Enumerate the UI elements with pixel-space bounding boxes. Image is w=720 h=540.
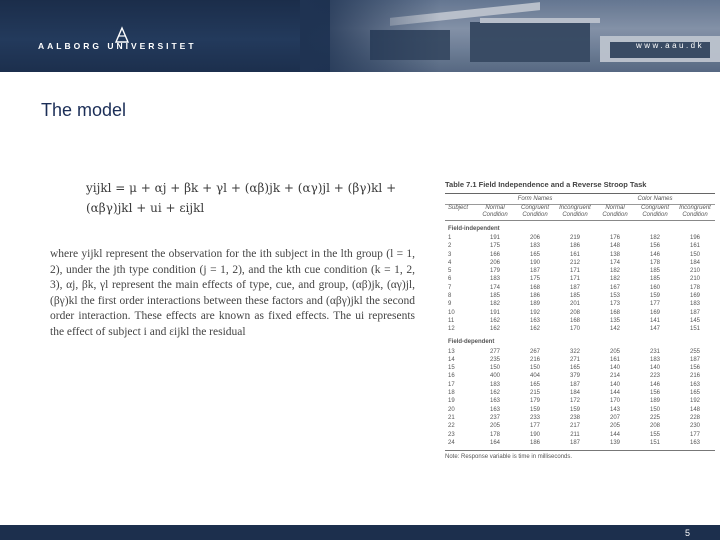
time-cell: 173 <box>609 301 620 308</box>
slide-title: The model <box>41 100 127 120</box>
time-cell: 162 <box>529 326 540 333</box>
time-cell: 169 <box>689 293 700 300</box>
subject-cell: 14 <box>448 356 455 363</box>
subject-cell: 15 <box>448 365 455 372</box>
time-cell: 138 <box>609 251 620 258</box>
time-cell: 145 <box>689 317 700 324</box>
subject-cell: 21 <box>448 414 455 421</box>
column-header: Congruent Condition <box>515 204 555 220</box>
subject-cell: 4 <box>448 259 452 266</box>
formula-line-2: (αβγ)jkl + ui + εijkl <box>86 201 205 215</box>
subject-cell: 11 <box>448 317 455 324</box>
time-cell: 191 <box>489 235 500 241</box>
time-cell: 208 <box>569 309 580 316</box>
time-cell: 162 <box>489 326 500 333</box>
time-cell: 208 <box>649 423 660 430</box>
time-cell: 235 <box>489 356 500 363</box>
time-cell: 267 <box>529 348 540 355</box>
time-cell: 163 <box>689 381 700 388</box>
time-cell: 225 <box>649 414 660 421</box>
table-row <box>445 431 715 439</box>
university-name: AALBORG UNIVERSITET <box>38 41 197 51</box>
time-cell: 230 <box>689 423 700 430</box>
time-cell: 178 <box>489 431 500 438</box>
subject-cell: 22 <box>448 423 455 430</box>
table-row <box>445 348 715 356</box>
time-cell: 159 <box>529 406 540 413</box>
subject-cell: 8 <box>448 293 452 300</box>
table-row <box>445 300 715 308</box>
subject-cell: 17 <box>448 381 455 388</box>
time-cell: 177 <box>529 423 540 430</box>
table-row <box>445 242 715 250</box>
time-cell: 196 <box>689 235 700 241</box>
table-row <box>445 284 715 292</box>
time-cell: 163 <box>689 439 700 446</box>
formula-line-1: yijkl = μ + αj + βk + γl + (αβ)jk + (αγ)jl + (βγ)kl + <box>86 181 397 195</box>
time-cell: 160 <box>649 284 660 291</box>
time-cell: 144 <box>609 431 620 438</box>
time-cell: 150 <box>489 365 500 372</box>
column-header: Congruent Condition <box>635 204 675 220</box>
table-row <box>445 234 715 242</box>
time-cell: 228 <box>689 414 700 421</box>
time-cell: 161 <box>609 356 620 363</box>
time-cell: 192 <box>689 398 700 405</box>
table-row <box>445 389 715 397</box>
time-cell: 186 <box>529 293 540 300</box>
subject-cell: 12 <box>448 326 455 333</box>
time-cell: 143 <box>609 406 620 413</box>
subject-cell: 13 <box>448 348 455 355</box>
time-cell: 162 <box>489 317 500 324</box>
table-row <box>445 422 715 430</box>
group-header-form: Form Names <box>475 194 595 204</box>
time-cell: 175 <box>529 276 540 283</box>
subject-cell: 24 <box>448 439 455 446</box>
time-cell: 144 <box>609 390 620 397</box>
table-note: Note: Response variable is time in milliseconds. <box>445 450 715 460</box>
table-row <box>445 439 715 447</box>
subject-cell: 3 <box>448 251 452 258</box>
time-cell: 186 <box>529 439 540 446</box>
time-cell: 190 <box>529 431 540 438</box>
time-cell: 187 <box>689 356 700 363</box>
time-cell: 217 <box>569 423 580 430</box>
time-cell: 161 <box>689 243 700 250</box>
column-header: Normal Condition <box>475 204 515 220</box>
table-row <box>445 325 715 333</box>
time-cell: 182 <box>489 301 500 308</box>
time-cell: 191 <box>489 309 500 316</box>
time-cell: 146 <box>649 381 660 388</box>
time-cell: 192 <box>529 309 540 316</box>
time-cell: 187 <box>689 309 700 316</box>
footer-bar <box>0 525 720 540</box>
time-cell: 177 <box>689 431 700 438</box>
subject-cell: 7 <box>448 284 452 291</box>
subject-cell: 16 <box>448 373 455 380</box>
table-caption: Table 7.1 Field Independence and a Reverse Stroop Task <box>445 180 715 194</box>
time-cell: 187 <box>529 268 540 275</box>
time-cell: 210 <box>689 276 700 283</box>
time-cell: 140 <box>609 381 620 388</box>
section-label: Field-independent <box>448 226 500 233</box>
time-cell: 150 <box>689 251 700 258</box>
time-cell: 151 <box>689 326 700 333</box>
time-cell: 175 <box>489 243 500 250</box>
time-cell: 165 <box>529 251 540 258</box>
time-cell: 179 <box>529 398 540 405</box>
time-cell: 210 <box>689 268 700 275</box>
time-cell: 165 <box>689 390 700 397</box>
time-cell: 190 <box>529 259 540 266</box>
time-cell: 215 <box>529 390 540 397</box>
time-cell: 155 <box>649 431 660 438</box>
time-cell: 141 <box>649 317 660 324</box>
time-cell: 205 <box>489 423 500 430</box>
time-cell: 170 <box>569 326 580 333</box>
table-row <box>445 397 715 405</box>
time-cell: 185 <box>489 293 500 300</box>
time-cell: 182 <box>609 268 620 275</box>
table-row <box>445 406 715 414</box>
time-cell: 186 <box>569 243 580 250</box>
subject-cell: 18 <box>448 390 455 397</box>
table-row <box>445 251 715 259</box>
time-cell: 183 <box>489 276 500 283</box>
column-header: Incongruent Condition <box>555 204 595 220</box>
time-cell: 156 <box>689 365 700 372</box>
column-header: Incongruent Condition <box>675 204 715 220</box>
table-row <box>445 414 715 422</box>
subject-cell: 6 <box>448 276 452 283</box>
time-cell: 178 <box>689 284 700 291</box>
table-row <box>445 275 715 283</box>
table-row <box>445 356 715 364</box>
time-cell: 214 <box>609 373 620 380</box>
table-row <box>445 292 715 300</box>
time-cell: 255 <box>689 348 700 355</box>
time-cell: 178 <box>649 259 660 266</box>
time-cell: 167 <box>609 284 620 291</box>
time-cell: 164 <box>489 439 500 446</box>
subject-cell: 2 <box>448 243 452 250</box>
subject-cell: 20 <box>448 406 455 413</box>
time-cell: 183 <box>489 381 500 388</box>
time-cell: 147 <box>649 326 660 333</box>
time-cell: 146 <box>649 251 660 258</box>
time-cell: 271 <box>569 356 580 363</box>
time-cell: 142 <box>609 326 620 333</box>
time-cell: 171 <box>569 268 580 275</box>
time-cell: 139 <box>609 439 620 446</box>
time-cell: 174 <box>489 284 500 291</box>
time-cell: 277 <box>489 348 500 355</box>
time-cell: 168 <box>609 309 620 316</box>
time-cell: 163 <box>489 406 500 413</box>
model-formula <box>86 178 396 218</box>
time-cell: 162 <box>489 390 500 397</box>
time-cell: 184 <box>689 259 700 266</box>
time-cell: 205 <box>609 348 620 355</box>
model-description: where yijkl represent the observation for the ith subject in the lth group (l = 1, 2), under the jth type condition (j = 1, 2), and the kth cue condition (k = 1, 2, 3), αj, βk, γl represent the main effects of type, cue, and group, (αβ)jk, (αγ)jl, (βγ)kl the first order interactions between these factors and (αβγ)jkl the second order interaction. These effects are known as fixed effects. The ui represents the effect of subject i and εijkl the residual <box>50 248 415 338</box>
time-cell: 183 <box>649 356 660 363</box>
time-cell: 148 <box>689 406 700 413</box>
time-cell: 163 <box>529 317 540 324</box>
time-cell: 205 <box>609 423 620 430</box>
time-cell: 201 <box>569 301 580 308</box>
time-cell: 187 <box>569 439 580 446</box>
time-cell: 223 <box>649 373 660 380</box>
time-cell: 183 <box>529 243 540 250</box>
time-cell: 183 <box>689 301 700 308</box>
time-cell: 174 <box>609 259 620 266</box>
time-cell: 156 <box>649 243 660 250</box>
header-banner <box>0 0 720 72</box>
subject-cell: 5 <box>448 268 452 275</box>
time-cell: 163 <box>489 398 500 405</box>
time-cell: 135 <box>609 317 620 324</box>
time-cell: 219 <box>569 235 580 241</box>
time-cell: 170 <box>609 398 620 405</box>
time-cell: 185 <box>569 293 580 300</box>
subject-cell: 9 <box>448 301 452 308</box>
time-cell: 156 <box>649 390 660 397</box>
time-cell: 161 <box>569 251 580 258</box>
time-cell: 140 <box>609 365 620 372</box>
time-cell: 206 <box>489 259 500 266</box>
time-cell: 172 <box>569 398 580 405</box>
time-cell: 189 <box>529 301 540 308</box>
time-cell: 322 <box>569 348 580 355</box>
time-cell: 179 <box>489 268 500 275</box>
table-row <box>445 317 715 325</box>
time-cell: 168 <box>529 284 540 291</box>
time-cell: 151 <box>649 439 660 446</box>
time-cell: 159 <box>569 406 580 413</box>
time-cell: 233 <box>529 414 540 421</box>
time-cell: 211 <box>570 431 580 438</box>
column-header: Subject <box>445 204 475 220</box>
subject-cell: 10 <box>448 309 455 316</box>
subject-cell: 23 <box>448 431 455 438</box>
time-cell: 207 <box>609 414 620 421</box>
page-number: 5 <box>684 528 690 538</box>
data-table <box>445 180 715 460</box>
time-cell: 237 <box>489 414 500 421</box>
table-row <box>445 381 715 389</box>
column-header: Normal Condition <box>595 204 635 220</box>
time-cell: 166 <box>489 251 500 258</box>
group-header-color: Color Names <box>595 194 715 204</box>
time-cell: 231 <box>649 348 660 355</box>
table-row <box>445 309 715 317</box>
table-row <box>445 364 715 372</box>
time-cell: 187 <box>569 284 580 291</box>
time-cell: 177 <box>649 301 660 308</box>
time-cell: 187 <box>569 381 580 388</box>
table-row <box>445 267 715 275</box>
time-cell: 148 <box>609 243 620 250</box>
time-cell: 171 <box>569 276 580 283</box>
time-cell: 168 <box>569 317 580 324</box>
subject-cell: 19 <box>448 398 455 405</box>
time-cell: 379 <box>569 373 580 380</box>
time-cell: 185 <box>649 268 660 275</box>
time-cell: 150 <box>529 365 540 372</box>
time-cell: 404 <box>529 373 540 380</box>
time-cell: 206 <box>529 235 540 241</box>
time-cell: 238 <box>569 414 580 421</box>
time-cell: 140 <box>649 365 660 372</box>
time-cell: 150 <box>649 406 660 413</box>
time-cell: 176 <box>609 235 620 241</box>
time-cell: 212 <box>569 259 580 266</box>
table-row <box>445 259 715 267</box>
time-cell: 182 <box>649 235 660 241</box>
time-cell: 216 <box>689 373 700 380</box>
subject-cell: 1 <box>448 235 452 241</box>
time-cell: 400 <box>489 373 500 380</box>
time-cell: 185 <box>649 276 660 283</box>
university-url[interactable]: www.aau.dk <box>636 41 705 50</box>
time-cell: 189 <box>649 398 660 405</box>
time-cell: 153 <box>609 293 620 300</box>
time-cell: 159 <box>649 293 660 300</box>
time-cell: 216 <box>529 356 540 363</box>
time-cell: 169 <box>649 309 660 316</box>
time-cell: 182 <box>609 276 620 283</box>
time-cell: 165 <box>569 365 580 372</box>
time-cell: 184 <box>569 390 580 397</box>
table-row <box>445 372 715 380</box>
time-cell: 165 <box>529 381 540 388</box>
section-label: Field-dependent <box>448 339 495 346</box>
